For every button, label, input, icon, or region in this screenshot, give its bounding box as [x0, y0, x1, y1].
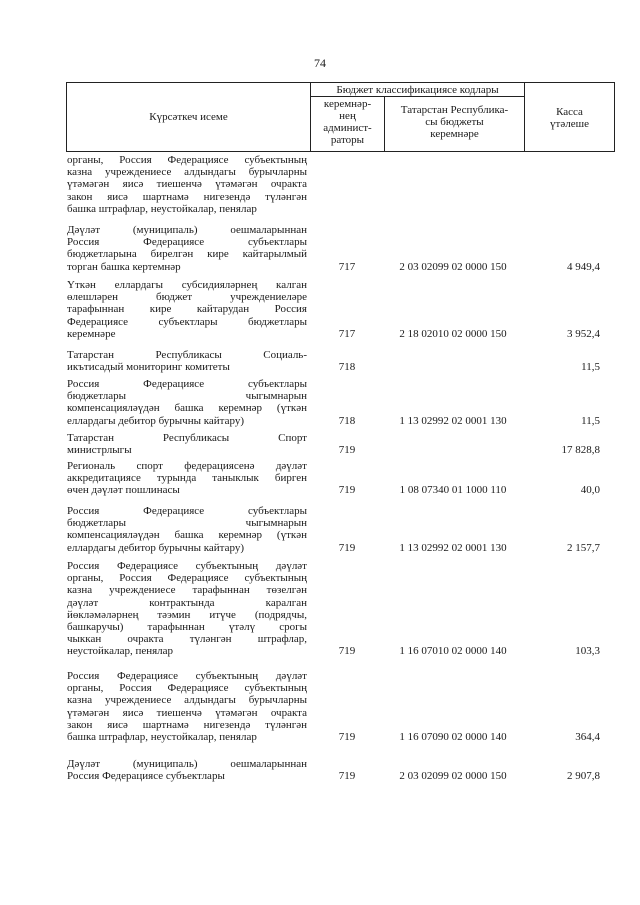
- row-name-line: Татарстан Республикасы Спорт: [67, 432, 307, 444]
- row-budget-code: 1 13 02992 02 0001 130: [399, 541, 507, 554]
- row-name-line: органы, Россия Федерациясе субъектының: [67, 682, 307, 695]
- row-name-line: торган башка кертемнәр: [67, 260, 181, 273]
- header-amount-line: Касса: [556, 106, 583, 118]
- row-name-line: керемнәре: [67, 327, 116, 340]
- row-admin-code: 719: [338, 484, 356, 497]
- row-name: [67, 349, 307, 373]
- row-name-line: аккредитациясе турында таныклык бирген: [67, 472, 307, 485]
- row-admin-code: 719: [338, 731, 356, 743]
- row-amount: 2 907,8: [567, 770, 600, 783]
- row-name-line: үтәмәгән яисә тиешенчә үтәмәгән очракта: [67, 706, 307, 719]
- row-name: [67, 758, 307, 782]
- header-admin-line: керемнәр-: [323, 98, 372, 110]
- row-name: [67, 460, 307, 497]
- row-name-line: Россия Федерациясе субъектлары: [67, 770, 225, 783]
- row-name-line: казна учреждениесе алдындагы бурычларны: [67, 166, 307, 179]
- row-admin-code: 719: [338, 444, 356, 457]
- header-name-col: Күрсәткеч исеме: [149, 111, 228, 123]
- row-name-line: еллардагы дебитор бурычны кайтару): [67, 541, 245, 554]
- row-name: [67, 670, 307, 743]
- row-name-line: үтәмәгән яисә тиешенчә үтәмәгән очракта: [67, 178, 307, 191]
- row-name-line: органы, Россия Федерациясе субъектының: [67, 154, 307, 166]
- row-name: [67, 279, 307, 340]
- page-number: 74: [314, 56, 326, 70]
- row-name-line: казна учреждениесе тарафыннан төзелгән: [67, 584, 307, 597]
- row-name-line: Федерациясе субъектлары бюджетлары: [67, 315, 307, 328]
- row-admin-code: 717: [338, 327, 356, 340]
- row-admin-code: 718: [338, 414, 356, 427]
- header-admin-line: админист-: [323, 122, 372, 134]
- row-name-line: башкаручы) тарафыннан үтәлү срогы: [67, 621, 307, 634]
- row-name-line: казна учреждениесе алдындагы бурычларны: [67, 694, 307, 707]
- row-name: [67, 224, 307, 273]
- header-admin-line: раторы: [330, 134, 365, 146]
- header-amount-line: үтәлеше: [550, 118, 589, 130]
- row-name-line: бюджетлары чыгымнарын: [67, 517, 307, 530]
- row-name-line: закон яисә шартнамә нигезендә түләнгән: [67, 190, 307, 203]
- row-name-line: бюджетларына бирелгән кире кайтарылмый: [67, 248, 307, 261]
- row-amount: 2 157,7: [567, 541, 600, 554]
- row-admin-code: 717: [338, 260, 356, 273]
- row-admin-code: 719: [338, 541, 356, 554]
- row-name: [67, 154, 307, 215]
- row-name-line: икътисадый мониторинг комитеты: [67, 361, 230, 374]
- row-name: [67, 505, 307, 554]
- row-name-line: Үткән еллардагы субсидияләрнең калган: [67, 279, 307, 291]
- header-budget-line: Татарстан Республика-: [400, 104, 509, 116]
- row-name-line: Дәүләт (муниципаль) оешмаларыннан: [67, 224, 307, 236]
- row-name-line: тарафыннан кире кайтарудан Россия: [67, 303, 307, 316]
- row-name-line: компенсацияләүдән башка керемнәр (үткән: [67, 529, 307, 542]
- row-budget-code: 2 18 02010 02 0000 150: [399, 327, 507, 340]
- header-budget-group: Бюджет классификациясе кодлары: [336, 84, 499, 96]
- row-budget-code: 2 03 02099 02 0000 150: [399, 260, 507, 273]
- row-budget-code: 1 16 07090 02 0000 140: [399, 731, 507, 743]
- row-name-line: Региональ спорт федерациясенә дәүләт: [67, 460, 307, 472]
- row-name-line: Дәүләт (муниципаль) оешмаларыннан: [67, 758, 307, 770]
- row-admin-code: 719: [338, 645, 356, 658]
- row-name: [67, 378, 307, 427]
- row-admin-code: 718: [338, 361, 356, 374]
- row-name-line: Россия Федерациясе субъектының дәүләт: [67, 670, 307, 682]
- row-amount: 4 949,4: [567, 260, 600, 273]
- row-amount: 3 952,4: [567, 327, 600, 340]
- row-amount: 17 828,8: [561, 444, 600, 457]
- row-budget-code: 1 16 07010 02 0000 140: [399, 645, 507, 658]
- header-admin-line: нең: [339, 110, 356, 122]
- row-name-line: дәүләт контрактында каралган: [67, 596, 307, 609]
- row-budget-code: 1 08 07340 01 1000 110: [399, 484, 507, 497]
- row-name-line: Татарстан Республикасы Социаль-: [67, 349, 307, 361]
- row-name-line: Россия Федерациясе субъектының дәүләт: [67, 560, 307, 572]
- row-name-line: Россия Федерациясе субъектлары: [67, 505, 307, 517]
- row-amount: 11,5: [581, 414, 600, 427]
- row-budget-code: 2 03 02099 02 0000 150: [399, 770, 507, 783]
- row-name-line: еллардагы дебитор бурычны кайтару): [67, 414, 245, 427]
- header-budget-line: керемнәре: [430, 128, 479, 140]
- row-name: [67, 560, 307, 658]
- row-name-line: йөкләмәләрнең тәэмин итүче (подрядчы,: [67, 608, 307, 621]
- row-name-line: закон яисә шартнамә нигезендә түләнгән: [67, 718, 307, 731]
- row-name-line: неустойкалар, пенялар: [67, 645, 174, 658]
- row-amount: 103,3: [575, 645, 600, 658]
- row-amount: 364,4: [575, 731, 600, 743]
- row-name-line: бюджетлары чыгымнарын: [67, 390, 307, 403]
- row-name-line: өчен дәүләт пошлинасы: [67, 484, 180, 497]
- row-name: [67, 432, 307, 456]
- row-budget-code: 1 13 02992 02 0001 130: [399, 414, 507, 427]
- row-amount: 11,5: [581, 361, 600, 374]
- row-amount: 40,0: [580, 484, 600, 497]
- row-name-line: башка штрафлар, неустойкалар, пенялар: [67, 202, 257, 215]
- row-name-line: өлешләрен бюджет учреждениеләре: [67, 291, 307, 304]
- row-admin-code: 719: [338, 770, 356, 783]
- row-name-line: компенсацияләүдән башка керемнәр (үткән: [67, 402, 307, 415]
- row-name-line: Россия Федерациясе субъектлары: [67, 236, 307, 249]
- row-name-line: органы, Россия Федерациясе субъектының: [67, 572, 307, 585]
- header-budget-line: сы бюджеты: [425, 116, 484, 128]
- row-name-line: башка штрафлар, неустойкалар, пенялар: [67, 731, 257, 744]
- row-name-line: министрлыгы: [67, 444, 132, 457]
- row-name-line: чыккан очракта түләнгән штрафлар,: [67, 633, 307, 646]
- row-name-line: Россия Федерациясе субъектлары: [67, 378, 307, 390]
